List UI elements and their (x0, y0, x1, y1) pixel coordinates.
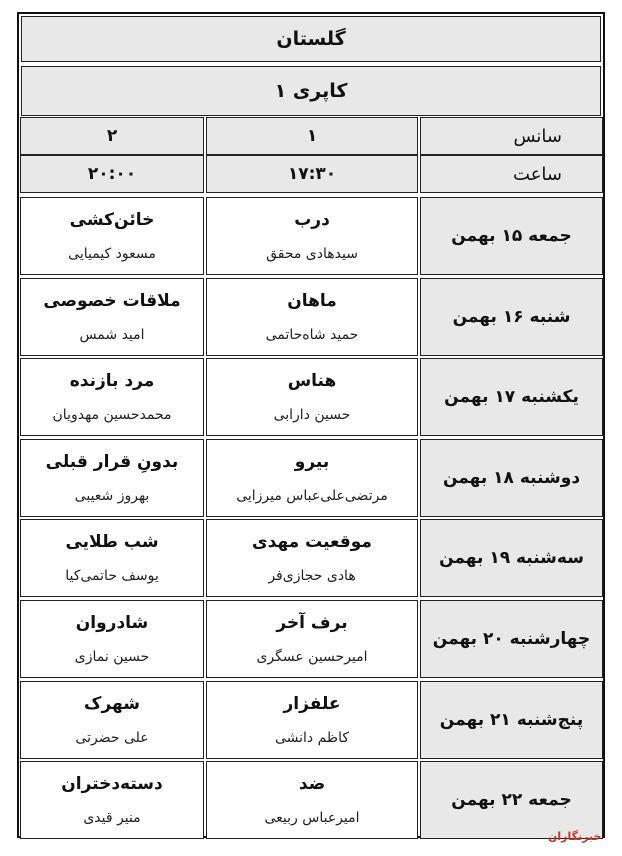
film-director: کاظم دانشی (274, 730, 350, 746)
session-2-film (20, 197, 204, 275)
cinema-title: کاپری ۱ (21, 66, 601, 116)
film-director: یوسف حاتمی‌کیا (65, 568, 159, 584)
film-title: شهرک (84, 694, 140, 714)
session-1-film (206, 519, 418, 597)
film-director: مرتضی‌علی‌عباس میرزایی (236, 488, 388, 504)
session-2-film (20, 761, 204, 839)
film-director: هادی حجازی‌فر (268, 568, 356, 584)
film-title: برف آخر (276, 613, 348, 633)
day-label: چهارشنبه ۲۰ بهمن (420, 600, 603, 678)
film-title: درب (294, 210, 330, 230)
day-label: جمعه ۱۵ بهمن (420, 197, 603, 275)
film-title: علفزار (283, 694, 341, 714)
film-director: بهروز شعیبی (74, 488, 150, 504)
film-title: خائن‌کشی (69, 210, 155, 230)
watermark: خبرنگاران (548, 830, 602, 843)
film-director: علی حضرتی (75, 730, 149, 746)
session-1-film (206, 600, 418, 678)
session-2-film (20, 600, 204, 678)
session-2-number: ۲ (20, 117, 204, 155)
film-title: ضد (298, 774, 326, 794)
film-title: ملاقات خصوصی (43, 291, 181, 311)
film-director: حسین دارابی (273, 407, 351, 423)
film-title: موقعیت مهدی (252, 532, 372, 552)
film-director: امیرعباس ربیعی (264, 810, 360, 826)
session-2-time: ۲۰:۰۰ (20, 155, 204, 193)
day-label: شنبه ۱۶ بهمن (420, 278, 603, 356)
session-1-film (206, 439, 418, 517)
session-2-film (20, 439, 204, 517)
day-label: پنج‌شنبه ۲۱ بهمن (420, 681, 603, 759)
session-2-film (20, 278, 204, 356)
film-director: امیرحسین عسگری (256, 649, 368, 665)
film-title: شادروان (75, 613, 149, 633)
film-director: سیدهادی محقق (266, 246, 358, 262)
time-label: ساعت (420, 155, 603, 193)
sans-label: سانس (420, 117, 603, 155)
film-director: حسین نمازی (74, 649, 150, 665)
film-director: حمید شاه‌حاتمی (265, 327, 359, 343)
film-director: مسعود کیمیایی (68, 246, 156, 262)
film-title: بیرو (294, 452, 330, 472)
session-1-film (206, 358, 418, 436)
session-2-film (20, 358, 204, 436)
day-label: یکشنبه ۱۷ بهمن (420, 358, 603, 436)
day-label: سه‌شنبه ۱۹ بهمن (420, 519, 603, 597)
film-title: هناس (287, 371, 337, 391)
session-2-film (20, 681, 204, 759)
film-title: دسته‌دختران (61, 774, 163, 794)
session-1-film (206, 197, 418, 275)
film-title: شب طلایی (65, 532, 159, 552)
session-1-film (206, 761, 418, 839)
region-title: گلستان (21, 16, 601, 62)
session-1-time: ۱۷:۳۰ (206, 155, 418, 193)
film-director: امید شمس (79, 327, 145, 343)
session-1-film (206, 278, 418, 356)
film-director: منیر قیدی (83, 810, 141, 826)
film-director: محمدحسین مهدویان (52, 407, 172, 423)
day-label: دوشنبه ۱۸ بهمن (420, 439, 603, 517)
session-1-number: ۱ (206, 117, 418, 155)
day-label: جمعه ۲۲ بهمن (420, 761, 603, 839)
film-title: مرد بازنده (69, 371, 155, 391)
film-title: بدونِ قرار قبلی (45, 452, 179, 472)
film-title: ماهان (287, 291, 337, 311)
session-1-film (206, 681, 418, 759)
session-2-film (20, 519, 204, 597)
